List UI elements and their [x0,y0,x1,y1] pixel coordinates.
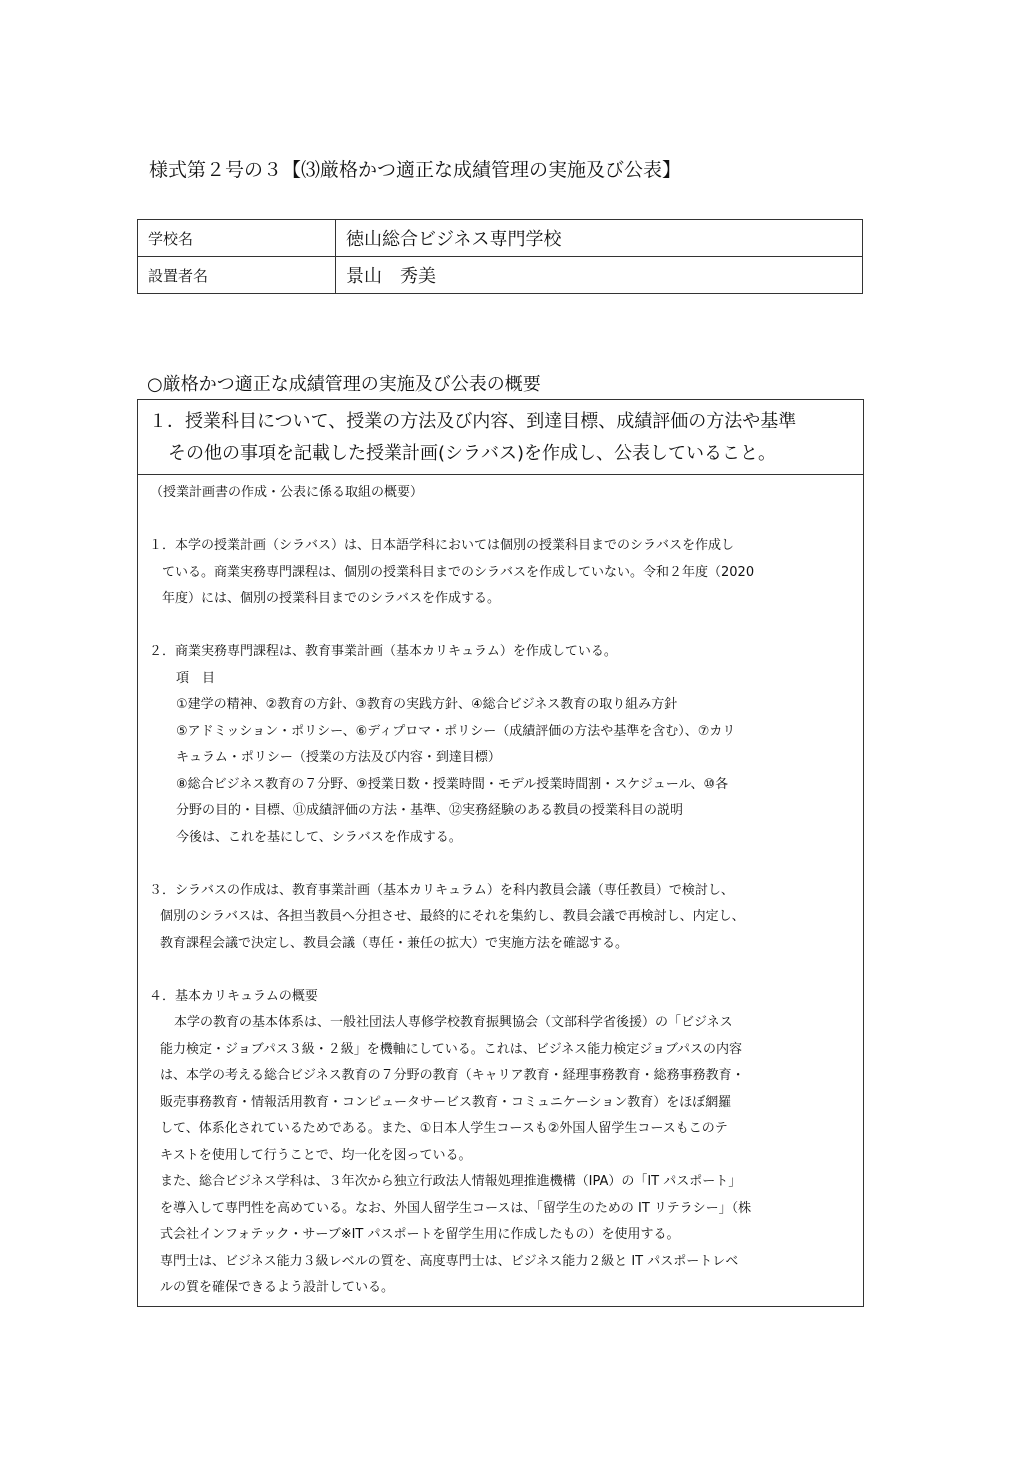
item4-line-7: キストを使用して行うことで、均一化を図っている。 [160,1147,472,1163]
item2-line-1: ２．商業実務専門課程は、教育事業計画（基本カリキュラム）を作成している。 [149,644,617,659]
item4-line-10: 式会社インフォテック・サーブ※IT パスポートを留学生用に作成したもの）を使用する。 [160,1227,680,1242]
item4-line-1: ４．基本カリキュラムの概要 [149,988,318,1004]
founder-name-value: 景山 秀美 [336,257,863,294]
item2-sub-3: キュラム・ポリシー（授業の方法及び内容・到達目標） [176,750,501,765]
school-row [138,220,863,257]
item3-line-2: 個別のシラバスは、各担当教員へ分担させ、最終的にそれを集約し、教員会議で再検討し、内定し、 [160,909,745,924]
box-header-line-2: その他の事項を記載した授業計画(シラバス)を作成し、公表していること。 [168,443,777,464]
item1-line-1: １．本学の授業計画（シラバス）は、日本語学科においては個別の授業科目までのシラバスを作成し [149,538,735,553]
document-title: 様式第２号の３【⑶厳格かつ適正な成績管理の実施及び公表】 [149,159,682,181]
item4-line-11: 専門士は、ビジネス能力３級レベルの質を、高度専門士は、ビジネス能力２級と IT パスポートレベ [160,1253,739,1269]
item2-sub-6: 今後は、これを基にして、シラバスを作成する。 [176,829,462,845]
item4-line-2: 本学の教育の基本体系は、一般社団法人専修学校教育振興協会（文部科学省後援）の「ビジネス [174,1015,733,1030]
item2-sub-2: ⑤アドミッション・ポリシー、⑥ディプロマ・ポリシー（成績評価の方法や基準を含む）、⑦カリ [176,723,736,739]
item2-sub-4: ⑧総合ビジネス教育の７分野、⑨授業日数・授業時間・モデル授業時間割・スケジュール、⑩各 [176,776,729,792]
item2-sub-1: ①建学の精神、②教育の方針、③教育の実践方針、④総合ビジネス教育の取り組み方針 [176,697,678,712]
school-info-table [137,219,863,294]
item4-line-8: また、総合ビジネス学科は、３年次から独立行政法人情報処理推進機構（IPA）の「IT パスポート」 [160,1174,742,1189]
founder-name-label: 設置者名 [138,257,336,294]
item4-line-9: を導入して専門性を高めている。なお、外国人留学生コースは、「留学生のための IT リテラシー」（株 [160,1200,752,1216]
box-body [138,480,863,1302]
item1-line-3: 年度）には、個別の授業科目までのシラバスを作成する。 [162,591,501,606]
box-header-line-1: １．授業科目について、授業の方法及び内容、到達目標、成績評価の方法や基準 [149,411,797,432]
item2-sub-heading: 項 目 [176,670,216,686]
item4-line-12: ルの質を確保できるよう設計している。 [160,1280,395,1295]
item4-line-4: は、本学の考える総合ビジネス教育の７分野の教育（キャリア教育・経理事務教育・総務事務教育・ [160,1068,745,1083]
box-header [138,400,863,475]
item3-line-1: ３．シラバスの作成は、教育事業計画（基本カリキュラム）を科内教員会議（専任教員）で検討し、 [149,882,734,898]
section-heading: ○厳格かつ適正な成績管理の実施及び公表の概要 [147,374,541,395]
item4-line-5: 販売事務教育・情報活用教育・コンピュータサービス教育・コミュニケーション教育）をほぼ網羅 [160,1094,732,1110]
item4-line-3: 能力検定・ジョブパス３級・２級」を機軸にしている。これは、ビジネス能力検定ジョブパスの内容 [160,1041,743,1057]
school-name-value: 徳山総合ビジネス専門学校 [336,220,863,257]
school-name-label: 学校名 [138,220,336,257]
grading-overview-box [137,399,864,1307]
founder-row [138,257,863,294]
summary-heading: （授業計画書の作成・公表に係る取組の概要） [150,485,424,500]
item3-line-3: 教育課程会議で決定し、教員会議（専任・兼任の拡大）で実施方法を確認する。 [160,935,629,951]
item1-line-2: ている。商業実務専門課程は、個別の授業科目までのシラバスを作成していない。令和２年度（2020 [162,564,755,580]
item2-sub-5: 分野の目的・目標、⑪成績評価の方法・基準、⑫実務経験のある教員の授業科目の説明 [176,803,684,818]
item4-line-6: して、体系化されているためである。また、①日本人学生コースも②外国人留学生コースもこのテ [160,1121,728,1136]
